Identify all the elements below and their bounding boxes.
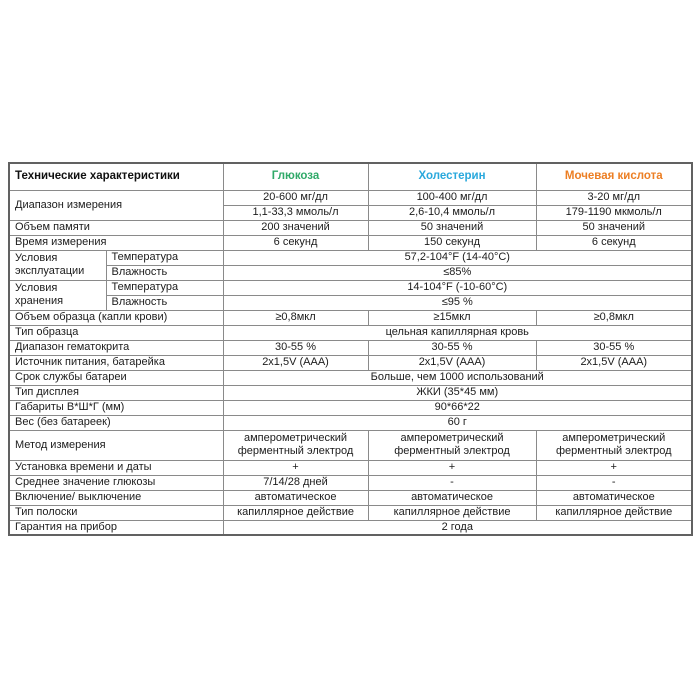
- row-label: Тип образца: [9, 325, 223, 340]
- cell-value-merged: 14-104°F (-10-60°C): [223, 280, 692, 295]
- table-row: [9, 355, 692, 370]
- cell-value: 100-400 мг/дл: [368, 190, 536, 205]
- cell-value: 7/14/28 дней: [223, 475, 368, 490]
- table-row: [9, 190, 692, 205]
- cell-value: 2x1,5V (AAA): [368, 355, 536, 370]
- cell-value: 6 секунд: [536, 235, 692, 250]
- row-label: Срок службы батареи: [9, 370, 223, 385]
- header-label: Технические характеристики: [9, 163, 223, 190]
- header-col-glucose: Глюкоза: [223, 163, 368, 190]
- cell-value: 2x1,5V (AAA): [536, 355, 692, 370]
- cell-value-merged: цельная капиллярная кровь: [223, 325, 692, 340]
- cell-value-merged: Больше, чем 1000 использований: [223, 370, 692, 385]
- cell-value-merged: 57,2-104°F (14-40°C): [223, 250, 692, 265]
- cell-value: 179-1190 мкмоль/л: [536, 205, 692, 220]
- row-label: Габариты В*Ш*Г (мм): [9, 400, 223, 415]
- row-label: Тип дисплея: [9, 385, 223, 400]
- row-label: Среднее значение глюкозы: [9, 475, 223, 490]
- row-label: Диапазон измерения: [9, 190, 223, 220]
- cell-value: +: [536, 460, 692, 475]
- header-col-uric-acid: Мочевая кислота: [536, 163, 692, 190]
- table-row: [9, 265, 692, 280]
- cell-value: капиллярное действие: [536, 505, 692, 520]
- cell-value: 50 значений: [536, 220, 692, 235]
- cell-value: 20-600 мг/дл: [223, 190, 368, 205]
- row-label: Диапазон гематокрита: [9, 340, 223, 355]
- cell-value: 3-20 мг/дл: [536, 190, 692, 205]
- cell-value: амперометрический ферментный электрод: [223, 430, 368, 460]
- cell-value: -: [536, 475, 692, 490]
- table-row: [9, 310, 692, 325]
- cell-value: -: [368, 475, 536, 490]
- table-row: [9, 370, 692, 385]
- cell-value-merged: 90*66*22: [223, 400, 692, 415]
- header-row: [9, 163, 692, 190]
- table-row: [9, 325, 692, 340]
- cell-value-merged: 2 года: [223, 520, 692, 535]
- row-label: Источник питания, батарейка: [9, 355, 223, 370]
- table-row: [9, 280, 692, 295]
- cell-value: автоматическое: [223, 490, 368, 505]
- cell-value: ≥0,8мкл: [536, 310, 692, 325]
- group-label: Условия эксплуатации: [9, 250, 106, 280]
- cell-value: +: [368, 460, 536, 475]
- cell-value: 30-55 %: [223, 340, 368, 355]
- sub-label: Температура: [106, 280, 223, 295]
- cell-value: 1,1-33,3 ммоль/л: [223, 205, 368, 220]
- row-label: Объем образца (капли крови): [9, 310, 223, 325]
- cell-value-merged: ≤95 %: [223, 295, 692, 310]
- table-row: [9, 415, 692, 430]
- spec-table: [8, 162, 693, 536]
- cell-value: капиллярное действие: [223, 505, 368, 520]
- cell-value: 2x1,5V (AAA): [223, 355, 368, 370]
- table-row: [9, 490, 692, 505]
- group-label: Условия хранения: [9, 280, 106, 310]
- row-label: Тип полоски: [9, 505, 223, 520]
- cell-value: ≥15мкл: [368, 310, 536, 325]
- cell-value: 6 секунд: [223, 235, 368, 250]
- table-row: [9, 220, 692, 235]
- cell-value: 30-55 %: [536, 340, 692, 355]
- cell-value: 30-55 %: [368, 340, 536, 355]
- table-row: [9, 520, 692, 535]
- cell-value: ≥0,8мкл: [223, 310, 368, 325]
- table-row: [9, 340, 692, 355]
- table-row: [9, 475, 692, 490]
- table-row: [9, 400, 692, 415]
- row-label: Объем памяти: [9, 220, 223, 235]
- row-label: Гарантия на прибор: [9, 520, 223, 535]
- cell-value-merged: ЖКИ (35*45 мм): [223, 385, 692, 400]
- table-row: [9, 505, 692, 520]
- cell-value: автоматическое: [536, 490, 692, 505]
- row-label: Установка времени и даты: [9, 460, 223, 475]
- table-row: [9, 430, 692, 460]
- spec-sheet: [8, 162, 691, 536]
- row-label: Включение/ выключение: [9, 490, 223, 505]
- cell-value-merged: 60 г: [223, 415, 692, 430]
- cell-value: 2,6-10,4 ммоль/л: [368, 205, 536, 220]
- cell-value: автоматическое: [368, 490, 536, 505]
- row-label: Время измерения: [9, 235, 223, 250]
- header-col-cholesterol: Холестерин: [368, 163, 536, 190]
- table-row: [9, 250, 692, 265]
- table-row: [9, 385, 692, 400]
- cell-value: 150 секунд: [368, 235, 536, 250]
- sub-label: Влажность: [106, 295, 223, 310]
- table-row: [9, 235, 692, 250]
- sub-label: Влажность: [106, 265, 223, 280]
- cell-value: амперометрический ферментный электрод: [536, 430, 692, 460]
- row-label: Вес (без батареек): [9, 415, 223, 430]
- cell-value-merged: ≤85%: [223, 265, 692, 280]
- cell-value: капиллярное действие: [368, 505, 536, 520]
- cell-value: амперометрический ферментный электрод: [368, 430, 536, 460]
- cell-value: 200 значений: [223, 220, 368, 235]
- cell-value: +: [223, 460, 368, 475]
- row-label: Метод измерения: [9, 430, 223, 460]
- cell-value: 50 значений: [368, 220, 536, 235]
- sub-label: Температура: [106, 250, 223, 265]
- table-row: [9, 295, 692, 310]
- table-row: [9, 460, 692, 475]
